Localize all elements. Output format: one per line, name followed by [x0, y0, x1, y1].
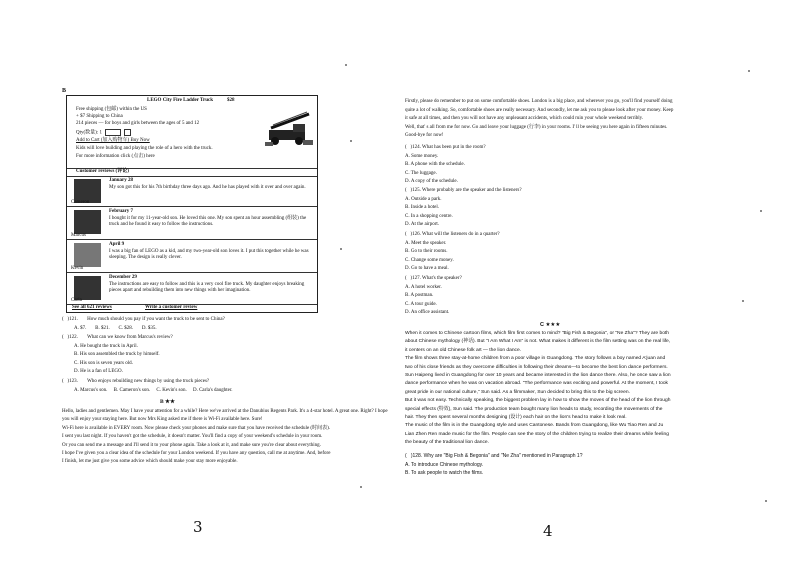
reviewer-name: Carla [71, 298, 82, 303]
option-b: B. $21. [95, 325, 110, 331]
question-128: ( )128. Why are "Big Fish & Begonia" and "Ne Zha" mentioned in Paragraph 1? A. To introduce Chinese mythology. B. To ask people to watch the films. [405, 452, 665, 478]
review-text: I was a big fan of LEGO as a kid, and my two-year-old son loves it. I put this together while he was sleeping. The design is really clever. [109, 249, 309, 261]
section-c-title: C ★★★ [540, 322, 561, 328]
add-to-cart-link[interactable]: Add to Cart (加入购物车) Buy Now [76, 138, 150, 143]
option-d: D. At the airport. [405, 222, 440, 228]
quantity-label: Qty(数量): 1 [76, 130, 102, 136]
option-c: C. His son is seven years old. [74, 360, 133, 366]
question-text: What's the speaker? [422, 276, 462, 281]
passage-line: When it comes to Chinese cartoon films, which film first comes to mind? "Big Fish & Begonia", or "Ne Zha"? They are both [405, 331, 669, 336]
passage-line: I hope I've given you a clear idea of the schedule for your London weekend. If you have any question, call me at anytime. And, before [62, 451, 331, 457]
passage-line: two of his close friends as they overcome difficulties in following their dreams—to become the best lion dance performers. [405, 364, 668, 370]
review-item [67, 273, 317, 305]
option-b: B. His son assembled the truck by himself. [74, 352, 160, 358]
question-text: How much should you pay if you want the truck to be sent to China? [87, 317, 225, 322]
more-info-link[interactable]: For more information click (点击) here [76, 154, 155, 159]
passage-line: Hello, ladies and gentlemen. May I have your attention for a while? Here we've arrived at the Danubius Regents Park. It's a 4-star hotel. A great one. Right? I hope you will enjoy your staying here. But now Mrs King asked me if there is Wi-Fi available here. Sure! [62, 409, 388, 423]
scan-speck [760, 210, 762, 212]
option-b: B. Inside a hotel. [405, 205, 440, 211]
option-b: B. A postman. [405, 293, 434, 299]
product-pieces: 214 pieces — for boys and girls between the ages of 5 and 12 [76, 121, 200, 126]
option-a: A. He bought the truck in April. [74, 343, 138, 349]
passage-line: quite a lot of walking. So, comfortable shoes are really necessary. And secondly, let me ask you to please look after your money. Keep [405, 107, 674, 113]
option-a: A. Some money. [405, 153, 439, 159]
write-review-link[interactable]: Write a customer review [145, 305, 198, 310]
question-121: ( )121. How much should you pay if you want the truck to be sent to China? A. $7. B. $21. C. $28. D. $35. [62, 316, 332, 333]
corner-mark: B [62, 88, 67, 94]
shipping-us: Free shipping (包邮) within the US [76, 107, 147, 112]
passage-line: hair. They then spent several months designing (设计) each hair on the lion's head to make it look real. [405, 415, 627, 421]
option-d: D. An office assistant. [405, 310, 450, 316]
review-date: February 7 [109, 209, 134, 214]
review-date: December 29 [109, 275, 137, 280]
product-price: $28 [227, 98, 235, 103]
question-123: ( )123. Who enjoys rebuilding new things by using the truck pieces? A. Marcus's son. B. Cameron's son. C. Kevin's son. D. Carla's daughter. [62, 378, 342, 395]
passage-line: Or you can send me a message and I'll send it to your phone again. Take a look at it, and make sure you're clear about everything. [62, 442, 321, 448]
passage-line: I finish, let me just give you some advice which should make your stay more enjoyable. [62, 459, 238, 465]
question-127: ( )127. What's the speaker? A. A hotel worker. B. A postman. C. A tour guide. D. An office assistant. [405, 275, 625, 318]
option-b: B. Go to their rooms. [405, 249, 448, 255]
passage-line: the beauty of the traditional lion dance. [405, 440, 490, 446]
question-text: What can we know from Marcus's review? [87, 335, 173, 340]
shipping-china: + $7 Shipping to China [76, 114, 123, 119]
product-description: Kids will love building and playing the role of a hero with the truck. [76, 146, 213, 151]
quantity-row[interactable] [76, 129, 131, 137]
option-c: C. Kevin's son. [156, 387, 187, 393]
option-b: B. To ask people to watch the films. [405, 470, 484, 477]
question-number: 128. [412, 453, 423, 459]
option-d: D. Carla's daughter. [192, 387, 233, 393]
reviewer-name: Kevin [71, 266, 84, 271]
review-item [67, 176, 317, 207]
passage-line: Good-bye for now! [405, 133, 444, 139]
reviewer-name: Marcus [71, 233, 86, 238]
passage-line: Wi-Fi here is available in EVERY room. Now please check your phones and make sure that you have received the schedule (时间表). [62, 425, 331, 431]
passage-line: Lian Zhen Ren made music for the film. People can see the story of the children trying to realize their dreams while feeling [405, 431, 669, 437]
option-c: C. $28. [118, 325, 134, 331]
review-date: January 28 [109, 178, 134, 183]
question-text: What will the listeners do in a quarter? [422, 232, 500, 237]
reviews-header-label: Customer reviews (评论) [76, 169, 129, 174]
question-text: Why are "Big Fish & Begonia" and "Ne Zha" mentioned in Paragraph 1? [423, 453, 583, 459]
option-d: D. He is a fan of LEGO. [74, 369, 123, 375]
option-c: C. Change some money. [405, 257, 454, 263]
question-text: Who enjoys rebuilding new things by using the truck pieces? [87, 379, 210, 384]
scan-speck [742, 300, 744, 302]
product-listing [66, 95, 318, 313]
option-a: A. Marcus's son. [74, 387, 108, 393]
options-row [62, 325, 332, 334]
passage-line: I sent you last night. If you haven't got the schedule, it doesn't matter. You'll find a copy of your weekend's schedule in your room. [62, 434, 323, 440]
option-d: D. A copy of the schedule. [405, 179, 458, 185]
question-text: Where probably are the speaker and the listeners? [422, 188, 522, 193]
fire-truck-image [263, 110, 315, 148]
passage-line: But it was not easy. Technically speaking, the biggest problem lay in how to show the moves of the head of the lion through [405, 398, 671, 404]
see-all-reviews-link[interactable]: See all 621 reviews [72, 305, 112, 310]
question-text: What has been put in the room? [422, 145, 486, 150]
option-a: A. Outside a park. [405, 196, 442, 202]
question-number: 124. [412, 145, 421, 150]
avatar [74, 276, 101, 300]
review-date: April 9 [109, 242, 125, 247]
option-a: A. $7. [74, 325, 87, 331]
review-text: My son got this for his 7th birthday three days ago. And he has played with it over and over again. [109, 185, 306, 190]
passage-line: it safe at all times, and then you will not have any unpleasant accidents, which could ruin your whole weekend terribly. [405, 116, 644, 122]
passage-line: Sun Haipeng lived in Guangdong for over 10 years and became interested in the lion dance there. Also, he once saw a lion [405, 373, 671, 379]
scan-speck [360, 486, 362, 488]
passage-line: about Chinese mythology (神话). But "I Am What I Am" is not. What makes it different is the film setting was on the real life, [405, 339, 671, 345]
review-text: The instructions are easy to follow and this is a very cool fire truck. My daughter enjoys breaking pieces apart and rebuilding them into new things with her imagination. [109, 282, 305, 294]
option-a: A. Meet the speaker. [405, 240, 447, 246]
question-125: ( )125. Where probably are the speaker and the listeners? A. Outside a park. B. Inside a hotel. C. In a shopping centre. D. At the airport. [405, 187, 625, 230]
option-b: B. A phone with the schedule. [405, 162, 465, 168]
question-number: 123. [69, 379, 78, 384]
scan-speck [350, 140, 352, 142]
option-b: B. Cameron's son. [113, 387, 151, 393]
passage-line: The film shows three stay-at-home children from a poor village in Guangdong. The story follows a boy named A'juan and [405, 356, 666, 362]
option-c: C. In a shopping centre. [405, 213, 453, 219]
option-c: C. The luggage. [405, 170, 437, 176]
right-intro [405, 98, 730, 141]
quantity-input[interactable] [105, 129, 121, 136]
passage-b [62, 408, 392, 467]
avatar [74, 210, 101, 234]
question-126: ( )126. What will the listeners do in a quarter? A. Meet the speaker. B. Go to their rooms. C. Change some money. D. Go to have a meal. [405, 231, 625, 274]
option-c: C. A tour guide. [405, 301, 437, 307]
passage-line: The music of the film is in the Guangdong style and uses Cantonese. Bands from Guangdong, like Wu Tiao Ren and Ju [405, 423, 664, 429]
reviews-footer [67, 305, 317, 312]
passage-line: Firstly, please do remember to put on some comfortable shoes. London is a big place, and wherever you go, you'll find yourself doing [405, 99, 673, 104]
passage-c [405, 330, 730, 448]
section-b-title: B ★★ [160, 399, 175, 405]
avatar [74, 243, 101, 267]
reviewer-name: Cameron [71, 200, 90, 205]
option-d: D. $35. [141, 325, 157, 331]
option-d: D. Go to have a meal. [405, 266, 449, 272]
passage-line: it centers on an old Chinese folk art — the lion dance. [405, 347, 522, 353]
question-124: ( )124. What has been put in the room? A. Some money. B. A phone with the schedule. C. The luggage. D. A copy of the schedule. [405, 144, 625, 187]
scan-speck [345, 64, 347, 66]
scan-speck [748, 70, 750, 72]
question-number: 127. [412, 276, 421, 281]
scan-speck [765, 500, 767, 502]
review-text: I bought it for my 11-year-old son. He loved this one. My son spent an hour assembling (组装) the truck and he found it easy to follow the instructions. [109, 216, 307, 228]
page-number: 4 [543, 522, 553, 540]
passage-line: dance performance when he was on vacation abroad. "The performance was exciting and powerful. At the moment, I took [405, 381, 668, 387]
question-number: 122. [69, 335, 78, 340]
options-row [62, 387, 342, 396]
question-number: 121. [69, 317, 78, 322]
option-a: A. To introduce Chinese mythology. [405, 461, 484, 468]
passage-line: special effects (特效), Sun said. The production team bought many lion heads to study, recording the movements of the [405, 406, 663, 412]
product-title: LEGO City Fire Ladder Truck [147, 98, 214, 103]
passage-line: Well, that' s all from me for now. Go and leave your luggage (行李) in your rooms. I' ll be seeing you here again in fifteen minutes. [405, 124, 668, 130]
option-a: A. A hotel worker. [405, 284, 442, 290]
passage-line: great pride in our national culture," Sun said. As a filmmaker, Sun decided to bring this to the big screen. [405, 389, 630, 395]
question-number: 126. [412, 232, 421, 237]
scan-speck [340, 248, 342, 250]
review-item [67, 207, 317, 240]
review-item [67, 240, 317, 273]
question-122: ( )122. What can we know from Marcus's review? A. He bought the truck in April. B. His son assembled the truck by himself. C. His son is seven years old. D. He is a fan of LEGO. [62, 334, 332, 377]
page-number: 3 [193, 518, 203, 536]
quantity-stepper[interactable] [124, 129, 131, 136]
question-number: 125. [412, 188, 421, 193]
